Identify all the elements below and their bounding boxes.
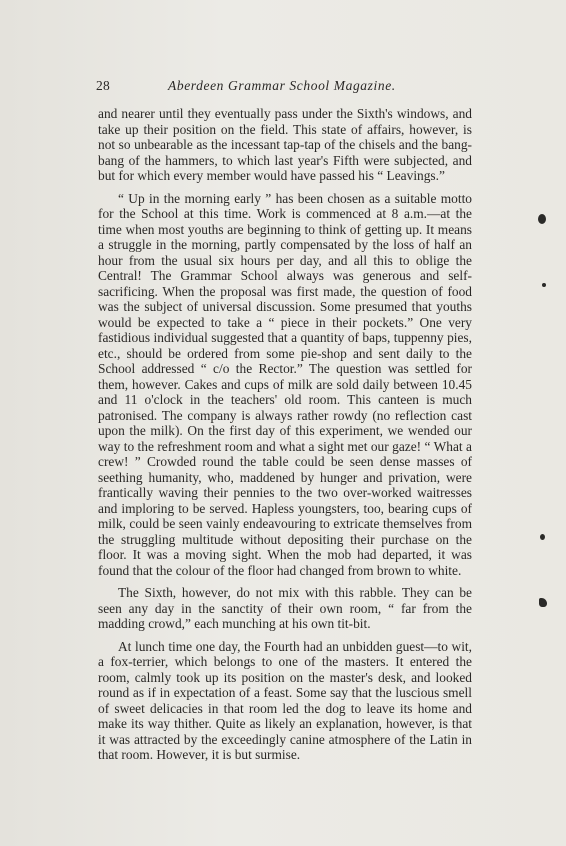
running-title: Aberdeen Grammar School Magazine. — [168, 78, 396, 93]
paragraph-2: “ Up in the morning early ” has been chosen as a suitable motto for the School at this time. Work is commenced at 8 a.m.—at the time when most youths are beginning to think of getting up. It means a struggle in the morning, partly compensated by the loss of half an hour from the usual six hours per day, and all this to oblige the Central! The Grammar School always was generous and self-sacrificing. When the proposal was first made, the question of food was the subject of universal discussion. Some presumed that youths would be expected to take a “ piece in their pockets.” One very fastidious individual suggested that a quantity of baps, tuppenny pies, etc., should be ordered from some pie-shop and sent daily to the School addressed “ c/o the Rector.” The question was settled for them, however. Cakes and cups of milk are sold daily between 10.45 and 11 o'clock in the teachers' old room. This canteen is much patronised. The company is always rather rowdy (no reflection cast upon the milk). On the first day of this experiment, we wended our way to the refreshment room and what a sight met our gaze! “ What a crew! ” Crowded round the table could be seen dense masses of seething humanity, who, maddened by hunger and privation, were frantically waving their pennies to the two over-worked waitresses and imploring to be served. Hapless youngsters, too, bearing cups of milk, could be seen vainly endeavouring to extricate themselves from the struggling multitude without depositing their purchase on the floor. It was a moving sight. When the mob had departed, it was found that the colour of the floor had changed from brown to white. — [98, 190, 472, 578]
page-number: 28 — [96, 78, 111, 93]
ink-spot — [539, 598, 547, 607]
page-header — [96, 78, 416, 98]
paragraph-1: and nearer until they eventually pass under the Sixth's windows, and take up their position on the field. This state of affairs, however, is not so unbearable as the incessant tap-tap of the chisels and the bang-bang of the hammers, to which last year's Fifth were subjected, and but for which every member would have passed his “ Leavings.” — [98, 106, 472, 183]
paragraph-3: The Sixth, however, do not mix with this rabble. They can be seen any day in the sanctity of their own room, “ far from the madding crowd,” each munching at his own tit-bit. — [98, 585, 472, 631]
ink-spot — [540, 534, 545, 540]
ink-spot — [538, 214, 546, 224]
article-body — [98, 106, 472, 763]
paragraph-4: At lunch time one day, the Fourth had an unbidden guest—to wit, a fox-terrier, which belongs to one of the masters. It entered the room, calmly took up its position on the master's desk, and looked round as if in expectation of a feast. Some say that the luscious smell of sweet delicacies in that room led the dog to leave its home and make its way thither. Quite as likely an explanation, however, is that it was attracted by the exceedingly canine atmosphere of the Latin in that room. However, it is but surmise. — [98, 638, 472, 762]
ink-spot — [542, 283, 546, 287]
